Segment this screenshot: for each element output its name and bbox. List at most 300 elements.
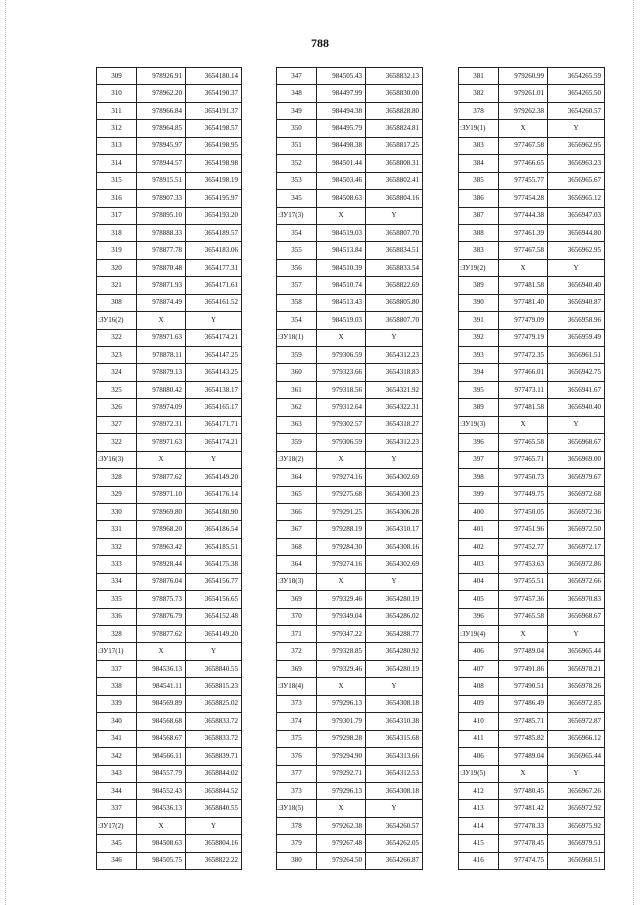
point-number-cell: 347 [277, 68, 317, 85]
x-coordinate-cell: 984536.13 [137, 660, 186, 677]
parcel-id-cell: :ЗУ16(2) [97, 312, 137, 329]
point-number-cell: 324 [97, 364, 137, 381]
point-number-cell: 397 [459, 451, 499, 468]
x-coordinate-cell: 979288.19 [317, 521, 366, 538]
point-number-cell: 399 [459, 486, 499, 503]
point-number-cell: 398 [459, 469, 499, 486]
point-number-cell: 366 [277, 503, 317, 520]
point-number-cell: 403 [459, 556, 499, 573]
point-number-cell: 361 [277, 381, 317, 398]
table-row [459, 451, 605, 468]
y-coordinate-cell: 3656961.51 [548, 347, 605, 364]
table-row [277, 416, 423, 433]
table-row [277, 242, 423, 259]
point-number-cell: 341 [97, 730, 137, 747]
point-number-cell: 345 [277, 190, 317, 207]
table-row [459, 312, 605, 329]
coordinates-table-right [458, 67, 605, 870]
y-coordinate-cell: 3658840.55 [186, 660, 242, 677]
point-number-cell: 358 [277, 294, 317, 311]
table-row [459, 85, 605, 102]
point-number-cell: 394 [459, 364, 499, 381]
table-row [459, 713, 605, 730]
y-coordinate-cell: 3656972.85 [548, 695, 605, 712]
y-coordinate-cell: 3656941.67 [548, 381, 605, 398]
parcel-id-cell: :ЗУ19(4) [459, 626, 499, 643]
x-coordinate-cell: 984498.38 [317, 137, 366, 154]
table-row [277, 765, 423, 782]
point-number-cell: 336 [97, 608, 137, 625]
x-coordinate-cell: 978962.20 [137, 85, 186, 102]
x-coordinate-cell: 977449.75 [499, 486, 548, 503]
point-number-cell: 323 [97, 347, 137, 364]
y-coordinate-cell: 3656962.95 [548, 137, 605, 154]
x-coordinate-cell: 984510.39 [317, 259, 366, 276]
y-coordinate-cell: 3654310.17 [366, 521, 423, 538]
x-coordinate-cell: 978915.51 [137, 172, 186, 189]
y-header-cell: Y [186, 312, 242, 329]
x-coordinate-cell: 979267.48 [317, 835, 366, 852]
x-coordinate-cell: 977467.58 [499, 137, 548, 154]
table-row [97, 102, 242, 119]
table-row [97, 695, 242, 712]
y-header-cell: Y [548, 120, 605, 137]
point-number-cell: 331 [97, 521, 137, 538]
x-coordinate-cell: 984505.75 [137, 852, 186, 869]
x-coordinate-cell: 978969.80 [137, 503, 186, 520]
table-row [277, 521, 423, 538]
coordinates-table-middle [276, 67, 423, 870]
x-header-cell: X [137, 451, 186, 468]
x-coordinate-cell: 979329.46 [317, 591, 366, 608]
x-coordinate-cell: 978964.85 [137, 120, 186, 137]
point-number-cell: 391 [459, 312, 499, 329]
point-number-cell: 405 [459, 591, 499, 608]
point-number-cell: 359 [277, 434, 317, 451]
y-coordinate-cell: 3654260.57 [548, 102, 605, 119]
table-row [97, 748, 242, 765]
y-coordinate-cell: 3654185.51 [186, 538, 242, 555]
y-coordinate-cell: 3654191.37 [186, 102, 242, 119]
point-number-cell: 354 [277, 312, 317, 329]
y-coordinate-cell: 3656975.92 [548, 817, 605, 834]
y-coordinate-cell: 3654161.52 [186, 294, 242, 311]
point-number-cell: 414 [459, 817, 499, 834]
x-coordinate-cell: 979291.25 [317, 503, 366, 520]
point-number-cell: 355 [277, 242, 317, 259]
x-coordinate-cell: 977479.19 [499, 329, 548, 346]
x-coordinate-cell: 984536.13 [137, 800, 186, 817]
point-number-cell: 364 [277, 469, 317, 486]
x-coordinate-cell: 977466.01 [499, 364, 548, 381]
point-number-cell: 360 [277, 364, 317, 381]
table-row [459, 137, 605, 154]
parcel-header-row [277, 329, 423, 346]
x-coordinate-cell: 978963.42 [137, 538, 186, 555]
point-number-cell: 411 [459, 730, 499, 747]
x-coordinate-cell: 978877.62 [137, 469, 186, 486]
point-number-cell: 319 [97, 242, 137, 259]
x-coordinate-cell: 978971.63 [137, 434, 186, 451]
y-coordinate-cell: 3654190.37 [186, 85, 242, 102]
y-coordinate-cell: 3654260.57 [366, 817, 423, 834]
y-coordinate-cell: 3658844.02 [186, 765, 242, 782]
x-coordinate-cell: 977486.49 [499, 695, 548, 712]
table-row [277, 364, 423, 381]
y-coordinate-cell: 3658833.72 [186, 730, 242, 747]
x-coordinate-cell: 984495.79 [317, 120, 366, 137]
table-row [459, 347, 605, 364]
y-coordinate-cell: 3656972.66 [548, 573, 605, 590]
point-number-cell: 354 [277, 224, 317, 241]
table-row [97, 626, 242, 643]
parcel-id-cell: :ЗУ17(2) [97, 817, 137, 834]
parcel-id-cell: :ЗУ19(1) [459, 120, 499, 137]
y-coordinate-cell: 3656978.21 [548, 660, 605, 677]
y-coordinate-cell: 3658839.71 [186, 748, 242, 765]
x-coordinate-cell: 979301.79 [317, 713, 366, 730]
x-coordinate-cell: 978895.10 [137, 207, 186, 224]
point-number-cell: 383 [459, 137, 499, 154]
x-coordinate-cell: 977451.96 [499, 521, 548, 538]
x-coordinate-cell: 979264.50 [317, 852, 366, 869]
y-coordinate-cell: 3656965.44 [548, 748, 605, 765]
table-row [97, 852, 242, 869]
x-header-cell: X [137, 817, 186, 834]
table-row [277, 748, 423, 765]
y-coordinate-cell: 3654302.69 [366, 556, 423, 573]
x-header-cell: X [317, 207, 366, 224]
x-coordinate-cell: 979318.56 [317, 381, 366, 398]
point-number-cell: 309 [97, 68, 137, 85]
x-coordinate-cell: 977481.58 [499, 399, 548, 416]
x-coordinate-cell: 977479.09 [499, 312, 548, 329]
x-coordinate-cell: 979275.68 [317, 486, 366, 503]
table-row [277, 626, 423, 643]
point-number-cell: 315 [97, 172, 137, 189]
y-header-cell: Y [366, 329, 423, 346]
point-number-cell: 378 [459, 102, 499, 119]
point-number-cell: 392 [459, 329, 499, 346]
x-coordinate-cell: 984566.11 [137, 748, 186, 765]
point-number-cell: 348 [277, 85, 317, 102]
x-coordinate-cell: 977481.58 [499, 277, 548, 294]
y-coordinate-cell: 3654280.92 [366, 643, 423, 660]
x-coordinate-cell: 984510.74 [317, 277, 366, 294]
x-header-cell: X [317, 800, 366, 817]
table-row [97, 521, 242, 538]
y-coordinate-cell: 3654171.61 [186, 277, 242, 294]
x-coordinate-cell: 977489.04 [499, 643, 548, 660]
point-number-cell: 318 [97, 224, 137, 241]
table-row [97, 469, 242, 486]
point-number-cell: 353 [277, 172, 317, 189]
y-coordinate-cell: 3654149.20 [186, 469, 242, 486]
point-number-cell: 367 [277, 521, 317, 538]
table-row [459, 242, 605, 259]
x-coordinate-cell: 978944.57 [137, 155, 186, 172]
y-coordinate-cell: 3654177.31 [186, 259, 242, 276]
x-coordinate-cell: 978926.91 [137, 68, 186, 85]
table-row [97, 381, 242, 398]
x-header-cell: X [499, 259, 548, 276]
y-coordinate-cell: 3654174.21 [186, 434, 242, 451]
x-coordinate-cell: 977491.86 [499, 660, 548, 677]
table-row [277, 102, 423, 119]
y-header-cell: Y [186, 643, 242, 660]
y-coordinate-cell: 3656972.68 [548, 486, 605, 503]
x-coordinate-cell: 978877.78 [137, 242, 186, 259]
table-row [97, 503, 242, 520]
table-row [459, 608, 605, 625]
x-coordinate-cell: 979296.13 [317, 782, 366, 799]
y-coordinate-cell: 3654310.38 [366, 713, 423, 730]
point-number-cell: 328 [97, 469, 137, 486]
y-coordinate-cell: 3656979.51 [548, 835, 605, 852]
table-row [97, 730, 242, 747]
y-coordinate-cell: 3658832.13 [366, 68, 423, 85]
point-number-cell: 401 [459, 521, 499, 538]
y-coordinate-cell: 3654198.19 [186, 172, 242, 189]
point-number-cell: 314 [97, 155, 137, 172]
y-coordinate-cell: 3658805.80 [366, 294, 423, 311]
x-coordinate-cell: 978870.48 [137, 259, 186, 276]
table-row [459, 102, 605, 119]
y-coordinate-cell: 3658807.70 [366, 312, 423, 329]
y-header-cell: Y [548, 416, 605, 433]
table-row [97, 538, 242, 555]
y-coordinate-cell: 3656967.26 [548, 782, 605, 799]
x-coordinate-cell: 984508.63 [317, 190, 366, 207]
point-number-cell: 340 [97, 713, 137, 730]
point-number-cell: 352 [277, 155, 317, 172]
y-coordinate-cell: 3656965.67 [548, 172, 605, 189]
x-header-cell: X [137, 643, 186, 660]
table-row [459, 782, 605, 799]
y-header-cell: Y [366, 451, 423, 468]
x-coordinate-cell: 979306.59 [317, 434, 366, 451]
y-coordinate-cell: 3654152.48 [186, 608, 242, 625]
x-coordinate-cell: 978945.97 [137, 137, 186, 154]
point-number-cell: 375 [277, 730, 317, 747]
point-number-cell: 364 [277, 556, 317, 573]
table-row [277, 591, 423, 608]
x-coordinate-cell: 979328.85 [317, 643, 366, 660]
x-coordinate-cell: 978888.33 [137, 224, 186, 241]
table-row [277, 503, 423, 520]
x-coordinate-cell: 977481.42 [499, 800, 548, 817]
x-coordinate-cell: 979294.90 [317, 748, 366, 765]
parcel-header-row [97, 817, 242, 834]
point-number-cell: 408 [459, 678, 499, 695]
y-coordinate-cell: 3654198.95 [186, 137, 242, 154]
y-coordinate-cell: 3656940.87 [548, 294, 605, 311]
x-header-cell: X [499, 120, 548, 137]
x-coordinate-cell: 977453.63 [499, 556, 548, 573]
table-row [277, 224, 423, 241]
x-coordinate-cell: 977465.58 [499, 608, 548, 625]
y-coordinate-cell: 3654286.02 [366, 608, 423, 625]
y-coordinate-cell: 3654174.21 [186, 329, 242, 346]
point-number-cell: 338 [97, 678, 137, 695]
point-number-cell: 374 [277, 713, 317, 730]
point-number-cell: 372 [277, 643, 317, 660]
point-number-cell: 412 [459, 782, 499, 799]
point-number-cell: 390 [459, 294, 499, 311]
table-row [459, 573, 605, 590]
table-row [277, 695, 423, 712]
table-row [277, 556, 423, 573]
table-row [277, 852, 423, 869]
point-number-cell: 388 [459, 224, 499, 241]
point-number-cell: 317 [97, 207, 137, 224]
point-number-cell: 351 [277, 137, 317, 154]
table-row [277, 347, 423, 364]
point-number-cell: 330 [97, 503, 137, 520]
table-row [277, 277, 423, 294]
table-row [277, 190, 423, 207]
table-row [277, 486, 423, 503]
y-coordinate-cell: 3654195.97 [186, 190, 242, 207]
y-coordinate-cell: 3654312.23 [366, 347, 423, 364]
table-row [459, 695, 605, 712]
table-row [459, 364, 605, 381]
x-header-cell: X [317, 678, 366, 695]
x-coordinate-cell: 978877.62 [137, 626, 186, 643]
x-coordinate-cell: 978876.04 [137, 573, 186, 590]
table-row [97, 85, 242, 102]
y-coordinate-cell: 3658802.41 [366, 172, 423, 189]
table-row [277, 660, 423, 677]
y-header-cell: Y [366, 800, 423, 817]
table-row [277, 835, 423, 852]
table-row [459, 660, 605, 677]
y-coordinate-cell: 3654322.31 [366, 399, 423, 416]
table-row [459, 329, 605, 346]
y-coordinate-cell: 3656963.23 [548, 155, 605, 172]
table-row [459, 172, 605, 189]
table-row [277, 608, 423, 625]
x-coordinate-cell: 978974.09 [137, 399, 186, 416]
y-coordinate-cell: 3656978.26 [548, 678, 605, 695]
y-coordinate-cell: 3654171.71 [186, 416, 242, 433]
table-row [459, 486, 605, 503]
table-row [97, 800, 242, 817]
point-number-cell: 400 [459, 503, 499, 520]
x-coordinate-cell: 977455.51 [499, 573, 548, 590]
point-number-cell: 384 [459, 155, 499, 172]
y-coordinate-cell: 3654143.25 [186, 364, 242, 381]
table-row [277, 68, 423, 85]
parcel-header-row [277, 207, 423, 224]
point-number-cell: 377 [277, 765, 317, 782]
y-coordinate-cell: 3654318.83 [366, 364, 423, 381]
y-coordinate-cell: 3658824.81 [366, 120, 423, 137]
point-number-cell: 395 [459, 381, 499, 398]
y-coordinate-cell: 3654147.25 [186, 347, 242, 364]
x-coordinate-cell: 977454.28 [499, 190, 548, 207]
point-number-cell: 333 [97, 556, 137, 573]
y-coordinate-cell: 3656972.50 [548, 521, 605, 538]
x-coordinate-cell: 977490.51 [499, 678, 548, 695]
point-number-cell: 382 [459, 85, 499, 102]
x-coordinate-cell: 984505.43 [317, 68, 366, 85]
point-number-cell: 396 [459, 434, 499, 451]
y-coordinate-cell: 3656940.40 [548, 277, 605, 294]
table-row [277, 155, 423, 172]
table-row [459, 538, 605, 555]
table-row [97, 713, 242, 730]
y-coordinate-cell: 3654175.38 [186, 556, 242, 573]
x-coordinate-cell: 978879.13 [137, 364, 186, 381]
y-coordinate-cell: 3654308.18 [366, 782, 423, 799]
x-coordinate-cell: 977485.82 [499, 730, 548, 747]
point-number-cell: 415 [459, 835, 499, 852]
point-number-cell: 369 [277, 660, 317, 677]
point-number-cell: 378 [277, 817, 317, 834]
point-number-cell: 311 [97, 102, 137, 119]
y-coordinate-cell: 3658804.16 [186, 835, 242, 852]
point-number-cell: 389 [459, 277, 499, 294]
table-row [97, 120, 242, 137]
parcel-id-cell: :ЗУ18(2) [277, 451, 317, 468]
table-row [459, 503, 605, 520]
parcel-header-row [459, 765, 605, 782]
parcel-id-cell: :ЗУ16(3) [97, 451, 137, 468]
table-row [459, 643, 605, 660]
y-coordinate-cell: 3654308.18 [366, 695, 423, 712]
table-row [97, 835, 242, 852]
x-coordinate-cell: 977480.45 [499, 782, 548, 799]
point-number-cell: 328 [97, 626, 137, 643]
point-number-cell: 373 [277, 695, 317, 712]
point-number-cell: 321 [97, 277, 137, 294]
table-row [97, 573, 242, 590]
y-coordinate-cell: 3658828.80 [366, 102, 423, 119]
y-coordinate-cell: 3654306.28 [366, 503, 423, 520]
y-coordinate-cell: 3654280.19 [366, 660, 423, 677]
x-coordinate-cell: 979292.71 [317, 765, 366, 782]
point-number-cell: 383 [459, 242, 499, 259]
x-coordinate-cell: 977466.65 [499, 155, 548, 172]
y-coordinate-cell: 3658844.52 [186, 782, 242, 799]
y-coordinate-cell: 3656979.67 [548, 469, 605, 486]
y-coordinate-cell: 3654156.65 [186, 591, 242, 608]
coordinates-table-left [96, 67, 242, 870]
table-row [277, 399, 423, 416]
table-row [459, 207, 605, 224]
point-number-cell: 320 [97, 259, 137, 276]
x-coordinate-cell: 984513.84 [317, 242, 366, 259]
y-coordinate-cell: 3656940.40 [548, 399, 605, 416]
y-coordinate-cell: 3656969.00 [548, 451, 605, 468]
x-coordinate-cell: 978966.84 [137, 102, 186, 119]
y-coordinate-cell: 3654193.20 [186, 207, 242, 224]
table-row [459, 556, 605, 573]
y-coordinate-cell: 3654183.06 [186, 242, 242, 259]
table-row [97, 224, 242, 241]
x-coordinate-cell: 977481.40 [499, 294, 548, 311]
x-coordinate-cell: 977474.75 [499, 852, 548, 869]
table-row [277, 713, 423, 730]
y-coordinate-cell: 3658804.16 [366, 190, 423, 207]
x-coordinate-cell: 977485.71 [499, 713, 548, 730]
table-row [459, 469, 605, 486]
y-coordinate-cell: 3656965.44 [548, 643, 605, 660]
x-coordinate-cell: 979274.16 [317, 469, 366, 486]
y-coordinate-cell: 3654318.27 [366, 416, 423, 433]
point-number-cell: 413 [459, 800, 499, 817]
